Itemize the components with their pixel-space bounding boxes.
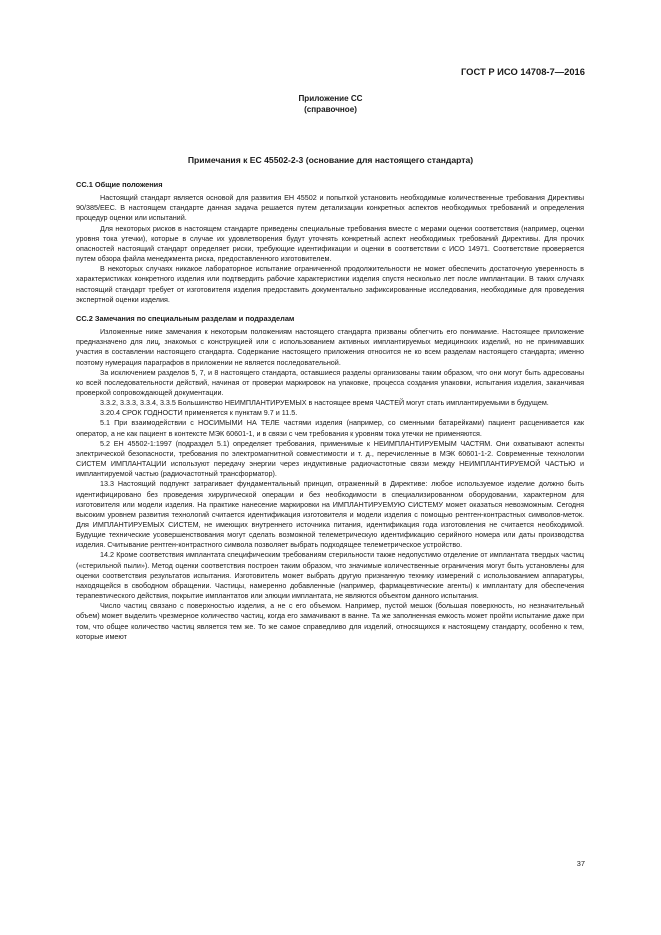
body-text xyxy=(76,180,584,642)
main-title: Примечания к ЕС 45502-2-3 (основание для настоящего стандарта) xyxy=(187,155,474,165)
annex-heading xyxy=(0,93,661,115)
section-heading: СС.1 Общие положения xyxy=(76,180,163,189)
paragraph: За исключением разделов 5, 7, и 8 настоящего стандарта, оставшиеся разделы организованы таким образом, что они могут быть адресованы ко всей последовательности действий, начиная от проверки маркировок на упаковке, процесса создания упаковки, испытания изделия, заканчивая проверкой сопровождающей документации. xyxy=(76,367,584,397)
paragraph: Число частиц связано с поверхностью изделия, а не с его объемом. Например, пустой мешок (большая поверхность, но незначительный объем) может выделить чрезмерное количество частиц, когда его замачивают в ванне. Та же заполненная емкость может пройти испытание даже при том, что общее количество частиц является тем же. То же самое справедливо для изделий, относящихся к настоящему стандарту, особенно к тем, которые имеют xyxy=(76,601,584,641)
standard-number: ГОСТ Р ИСО 14708-7—2016 xyxy=(460,66,585,77)
annex-subtitle: (справочное) xyxy=(304,105,357,114)
annex-title: Приложение СС xyxy=(298,94,363,103)
paragraph: 5.2 ЕН 45502-1:1997 (подраздел 5.1) определяет требования, применимые к НЕИМПЛАНТИРУЕМЫМ ЧАСТЯМ. Они охватывают аспекты электрической безопасности, требования по электромагнитной совместимости и т. д., перечисленные в МЭК 60601-1-2. Современные технологии СИСТЕМ ИМПЛАНТАЦИИ используют передачу энергии через индуктивные радиочастотные связи между НЕИМПЛАНТИРУЕМОЙ ЧАСТЬЮ и имплантируемой частью (радиочастотный трансформатор). xyxy=(76,438,584,479)
paragraph: Настоящий стандарт является основой для развития ЕН 45502 и попыткой установить необходимые количественные требования Директивы 90/385/ЕЕС. В настоящем стандарте данная задача решается путем детализации конкретных аспектов необходимых требований и определения процедур оценки или испытаний. xyxy=(76,193,584,223)
paragraph: 5.1 При взаимодействии с НОСИМЫМИ НА ТЕЛЕ частями изделия (например, со сменными батарейками) пациент расценивается как оператор, а не как пациент в контексте МЭК 60601-1, и в связи с чем требования к уровням тока утечки не применяются. xyxy=(76,418,584,438)
paragraph: 3.20.4 СРОК ГОДНОСТИ применяется к пунктам 9.7 и 11.5. xyxy=(100,408,298,418)
section-heading: СС.2 Замечания по специальным разделам и подразделам xyxy=(76,313,295,323)
paragraph: 13.3 Настоящий подпункт затрагивает фундаментальный принцип, отраженный в Директиве: любое используемое изделие должно быть идентифицировано без проведения хирургической операции и без необходимости в специализированном оборудовании, характерном для изготовителя или модели изделия. На практике нанесение маркировки на ИМПЛАНТИРУЕМУЮ СИСТЕМУ может оказаться невозможным. Сегодня высоким уровнем развития технологий считается идентификация изготовителя и модели изделия с помощью рентген-контрастных символов-меток. Для ИМПЛАНТИРУЕМЫХ СИСТЕМ, не имеющих внутреннего источника питания, идентификация года изготовления не считается необходимой. Будущие технические усовершенствования могут сделать возможной телеметрическую идентификацию серийного номера или даты производства изделия. Считывание рентген-контрастного символа позволяет выбрать подходящее телеметрическое устройство. xyxy=(76,479,584,550)
paragraph: 3.3.2, 3.3.3, 3.3.4, 3.3.5 Большинство НЕИМПЛАНТИРУЕМЫХ в настоящее время ЧАСТЕЙ могут стать имплантируемыми в будущем. xyxy=(100,398,549,408)
paragraph: Для некоторых рисков в настоящем стандарте приведены специальные требования вместе с мерами оценки соответствия (например, оценки уровня тока утечки), которые в случае их удовлетворения будут уточнять конкретный аспект необходимых требований Директивы. Для прочих опасностей настоящий стандарт определяет риски, требующие идентификации и оценки в соответствии с ИСО 14971. Соответствие проверяется путем обзора файла менеджмента риска, предоставленного изготовителем. xyxy=(76,223,584,264)
paragraph: 14.2 Кроме соответствия имплантата специфическим требованиям стерильности также недопустимо отделение от имплантата твердых частиц («стерильной пыли»). Метод оценки соответствия построен таким образом, что значимые количественные ограничения могут быть установлены для оценки соответствия результатов испытания. Изготовитель может выбрать другую признанную технику измерений с использованием аппаратуры, находящейся в свободном обращении. Частицы, намеренно добавленные (например, фармацевтические агенты) к имплантату для обеспечения терапевтического действия, покрытие имплантатов или элюции имплантата, не являются объектом данного испытания. xyxy=(76,550,584,601)
page-number: 37 xyxy=(576,859,585,868)
paragraph: Изложенные ниже замечания к некоторым положениям настоящего стандарта призваны облегчить его понимание. Настоящее приложение предназначено для лиц, знакомых с конструкцией или с использованием активных имплантируемых медицинских изделий, но не принимавших участия в составлении настоящего стандарта. Содержание настоящего приложения относится не ко всем разделам настоящего стандарта; именно поэтому нумерация параграфов в приложении не является последовательной. xyxy=(76,327,584,367)
paragraph: В некоторых случаях никакое лабораторное испытание ограниченной продолжительности не может обеспечить достаточную уверенность в характеристиках конкретного изделия или подтвердить рабочие характеристики изделия спустя несколько лет после имплантации. В таких случаях настоящий стандарт требует от изготовителя изделия предоставить документально зафиксированные исследования, необходимые для проведения экспертной оценки изделия. xyxy=(76,264,584,304)
